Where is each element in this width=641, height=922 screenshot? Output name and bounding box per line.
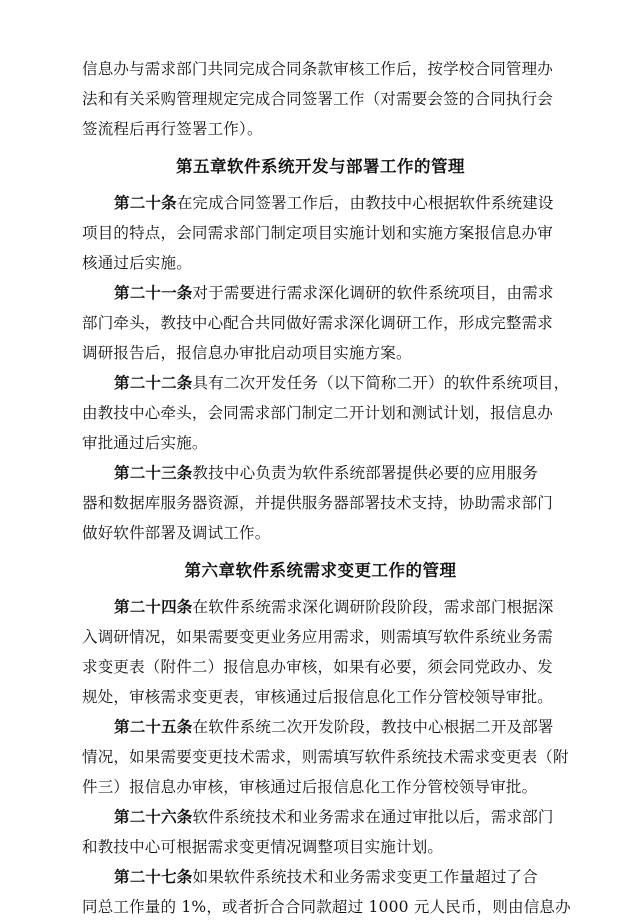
article-21 xyxy=(82,278,559,368)
text-line: 入调研情况，如果需要变更业务应用需求，则需填写软件系统业务需 xyxy=(82,628,554,646)
text-line: 和教技中心可根据需求变更情况调整项目实施计划。 xyxy=(82,838,444,856)
text-line: 对于需要进行需求深化调研的软件系统项目，由需求 xyxy=(192,284,554,302)
text-line: 规处，审核需求变更表，审核通过后报信息化工作分管校领导审批。 xyxy=(82,688,554,706)
text-line: 具有二次开发任务（以下简称二开）的软件系统项目， xyxy=(192,374,570,392)
text-line: 件三）报信息办审核，审核通过后报信息化工作分管校领导审批。 xyxy=(82,778,538,796)
chapter-heading-6: 第六章软件系统需求变更工作的管理 xyxy=(184,561,457,580)
text-line: 法和有关采购管理规定完成合同签署工作（对需要会签的合同执行会 xyxy=(82,90,554,108)
article-24 xyxy=(82,592,559,712)
text-line: 软件系统技术和业务需求在通过审批以后，需求部门 xyxy=(192,808,554,826)
article-20 xyxy=(82,188,559,278)
article-26 xyxy=(82,802,559,862)
article-label: 第二十五条 xyxy=(114,717,193,736)
text-line: 做好软件部署及调试工作。 xyxy=(82,524,271,542)
text-line: 审批通过后实施。 xyxy=(82,434,208,452)
article-label: 第二十三条 xyxy=(114,463,193,482)
text-line: 同总工作量的 1%，或者折合合同款超过 1000 元人民币，则由信息办 xyxy=(82,898,571,916)
text-line: 核通过后实施。 xyxy=(82,254,192,272)
text-line: 在软件系统二次开发阶段，教技中心根据二开及部署 xyxy=(192,718,554,736)
article-22 xyxy=(82,368,570,458)
text-line: 器和数据库服务器资源，并提供服务器部署技术支持，协助需求部门 xyxy=(82,494,554,512)
text-line: 如果软件系统技术和业务需求变更工作量超过了合 xyxy=(192,868,538,886)
text-line: 情况，如果需要变更技术需求，则需填写软件系统技术需求变更表（附 xyxy=(82,748,569,766)
article-label: 第二十二条 xyxy=(114,373,193,392)
article-label: 第二十六条 xyxy=(114,807,193,826)
article-label: 第二十条 xyxy=(114,193,177,212)
article-27 xyxy=(82,862,571,922)
text-line: 在完成合同签署工作后，由教技中心根据软件系统建设 xyxy=(176,194,554,212)
paragraph-continuation xyxy=(82,54,559,144)
text-line: 签流程后再行签署工作）。 xyxy=(82,120,263,138)
text-line: 部门牵头，教技中心配合共同做好需求深化调研工作，形成完整需求 xyxy=(82,314,554,332)
article-label: 第二十七条 xyxy=(114,867,193,886)
text-line: 信息办与需求部门共同完成合同条款审核工作后，按学校合同管理办 xyxy=(82,60,554,78)
article-label: 第二十四条 xyxy=(114,597,193,616)
text-line: 求变更表（附件二）报信息办审核，如果有必要，须会同党政办、发 xyxy=(82,658,554,676)
article-25 xyxy=(82,712,569,802)
text-line: 调研报告后，报信息办审批启动项目实施方案。 xyxy=(82,344,412,362)
text-line: 项目的特点，会同需求部门制定项目实施计划和实施方案报信息办审 xyxy=(82,224,554,242)
article-label: 第二十一条 xyxy=(114,283,193,302)
text-line: 教技中心负责为软件系统部署提供必要的应用服务 xyxy=(192,464,538,482)
article-23 xyxy=(82,458,559,548)
text-line: 由教技中心牵头，会同需求部门制定二开计划和测试计划，报信息办 xyxy=(82,404,554,422)
text-line: 在软件系统需求深化调研阶段阶段，需求部门根据深 xyxy=(192,598,554,616)
chapter-heading-5: 第五章软件系统开发与部署工作的管理 xyxy=(176,157,465,176)
